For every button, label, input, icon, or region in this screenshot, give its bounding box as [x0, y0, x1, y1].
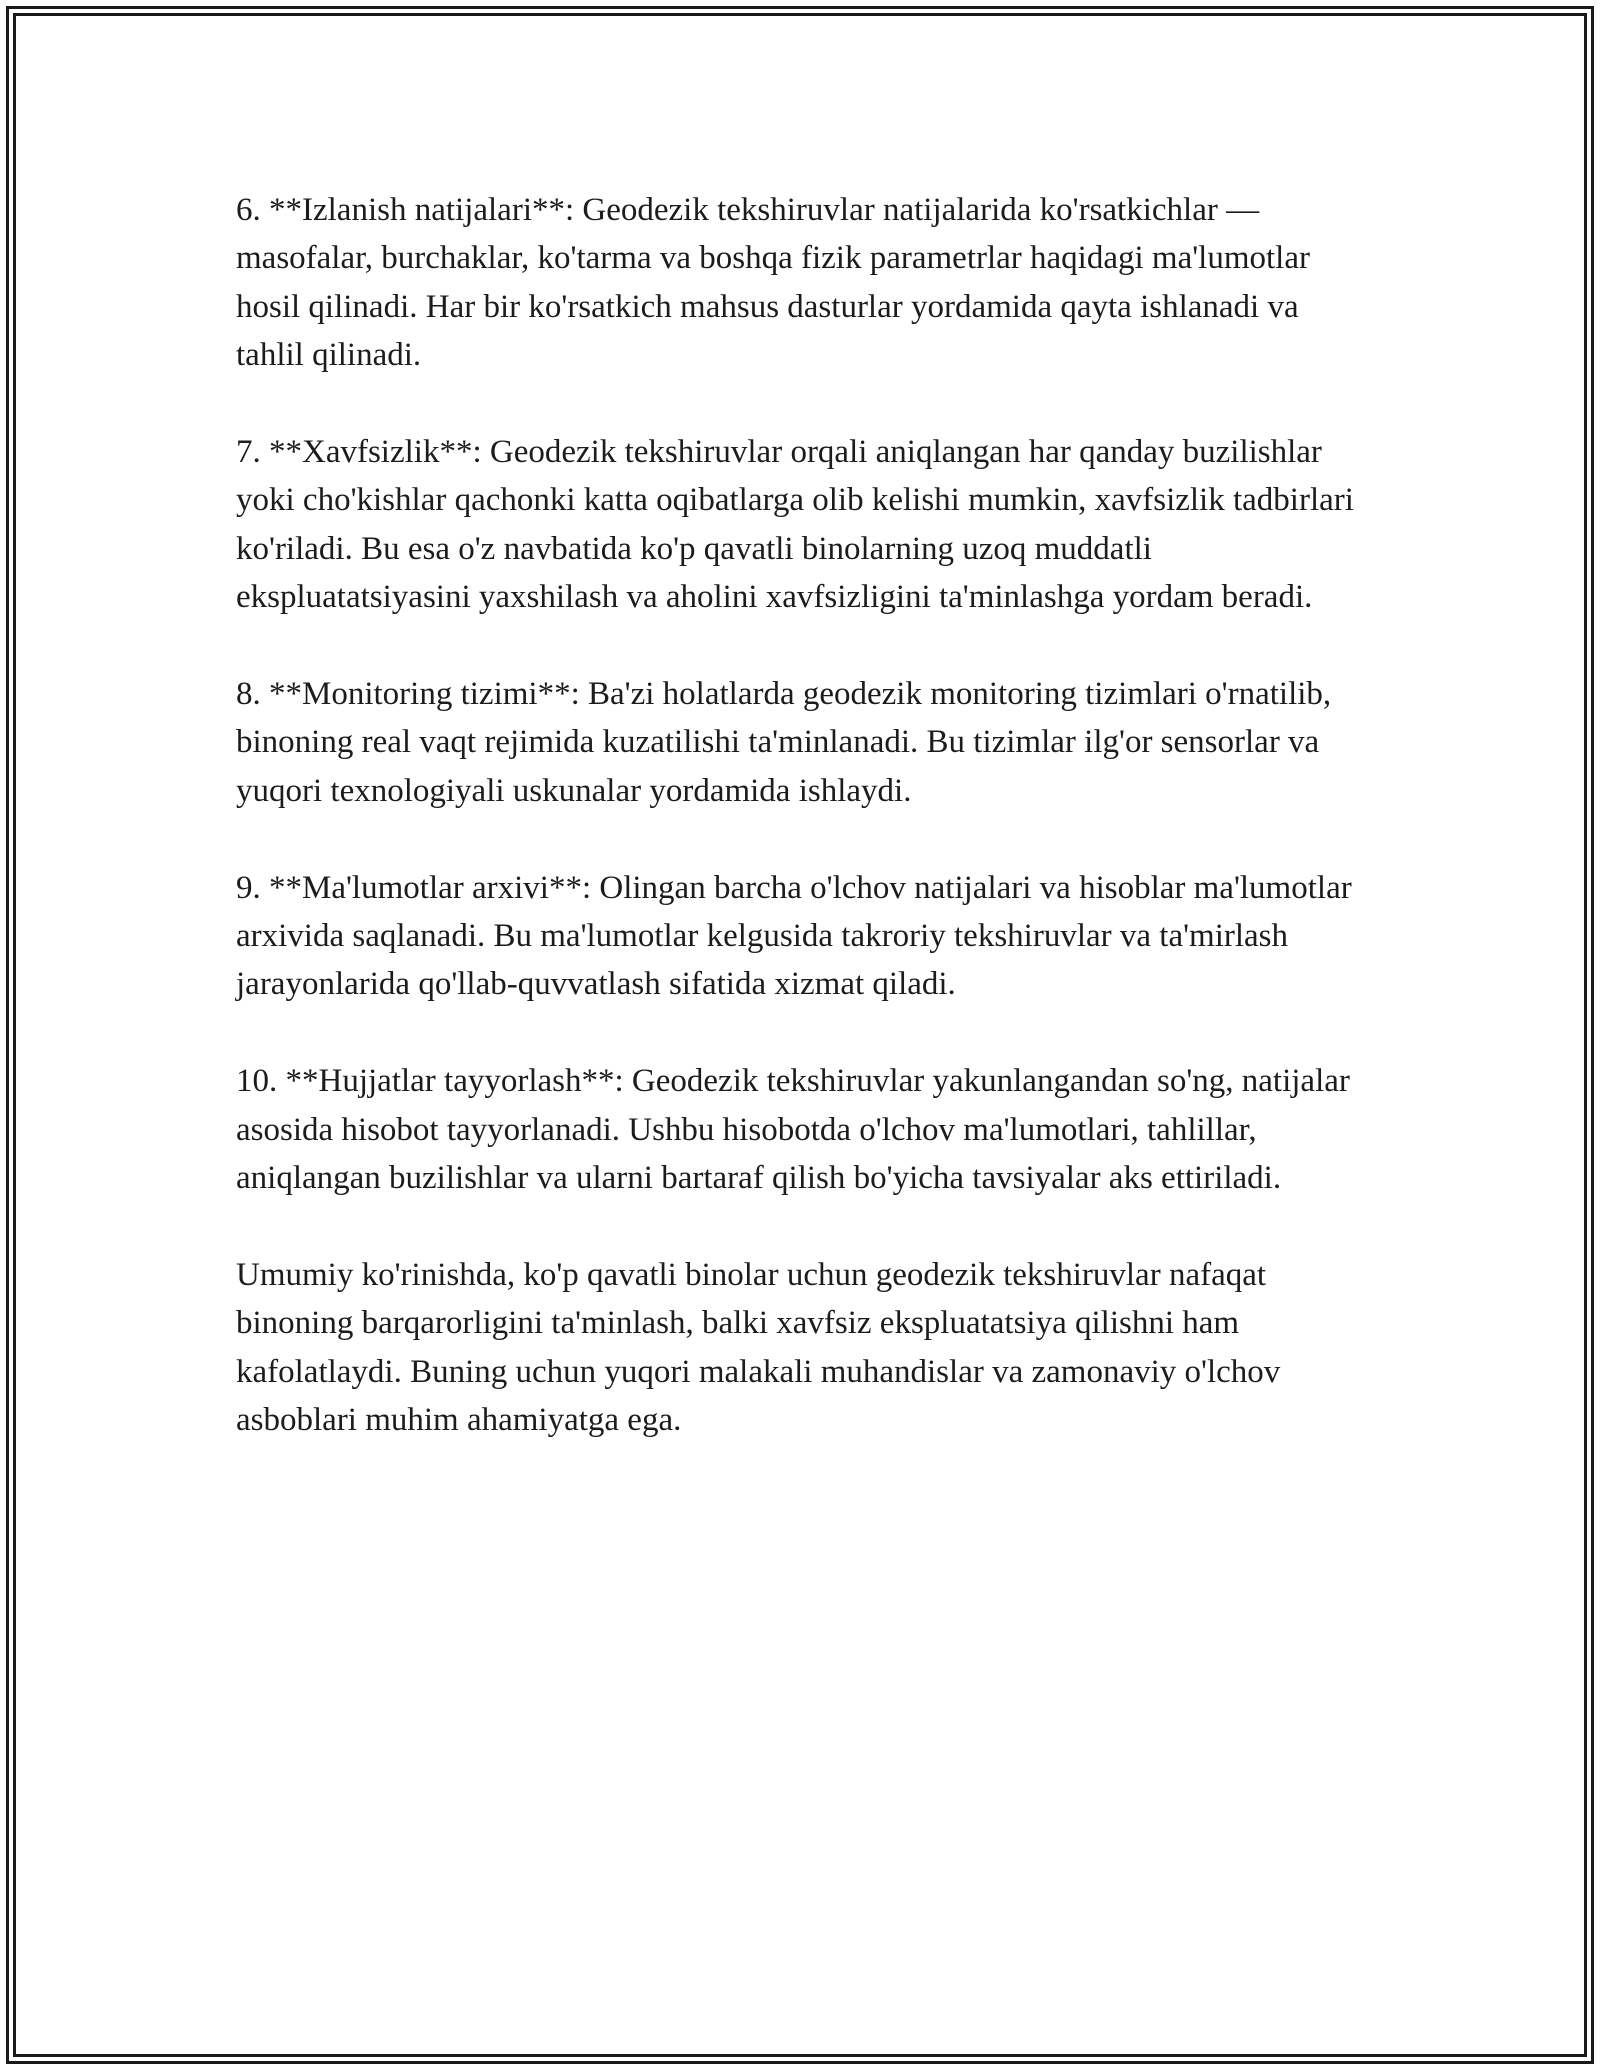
paragraph-item-8: 8. **Monitoring tizimi**: Ba'zi holatlarda geodezik monitoring tizimlari o'rnatilib, binoning real vaqt rejimida kuzatilishi ta'minlanadi. Bu tizimlar ilg'or sensorlar va yuqori texnologiyali uskunalar yordamida ishlaydi. — [236, 676, 1332, 809]
paragraph-item-9: 9. **Ma'lumotlar arxivi**: Olingan barcha o'lchov natijalari va hisoblar ma'lumotlar arxivida saqlanadi. Bu ma'lumotlar kelgusida takroriy tekshiruvlar va ta'mirlash jarayonlarida qo'llab-quvvatlash sifatida xizmat qiladi. — [236, 869, 1352, 1003]
paragraph-item-6: 6. **Izlanish natijalari**: Geodezik tekshiruvlar natijalarida ko'rsatkichlar — masofalar, burchaklar, ko'tarma va boshqa fizik parametrlar haqidagi ma'lumotlar hosil qilinadi. Har bir ko'rsatkich mahsus dasturlar yordamida qayta ishlanadi va tahlil qilinadi. — [236, 192, 1310, 374]
paragraph-item-7: 7. **Xavfsizlik**: Geodezik tekshiruvlar orqali aniqlangan har qanday buzilishlar yoki cho'kishlar qachonki katta oqibatlarga olib kelishi mumkin, xavfsizlik tadbirlari ko'riladi. Bu esa o'z navbatida ko'p qavatli binolarning uzoq muddatli ekspluatatsiyasini yaxshilash va aholini xavfsizligini ta'minlashga yordam beradi. — [236, 434, 1354, 616]
document-body — [236, 186, 1366, 1493]
paragraph-item-10: 10. **Hujjatlar tayyorlash**: Geodezik tekshiruvlar yakunlangandan so'ng, natijalar asosida hisobot tayyorlanadi. Ushbu hisobotda o'lchov ma'lumotlari, tahlillar, aniqlangan buzilishlar va ularni bartaraf qilish bo'yicha tavsiyalar aks ettiriladi. — [236, 1063, 1350, 1197]
paragraph-conclusion: Umumiy ko'rinishda, ko'p qavatli binolar uchun geodezik tekshiruvlar nafaqat binoning barqarorligini ta'minlash, balki xavfsiz ekspluatatsiya qilishni ham kafolatlaydi. Buning uchun yuqori malakali muhandislar va zamonaviy o'lchov asboblari muhim ahamiyatga ega. — [236, 1256, 1281, 1439]
